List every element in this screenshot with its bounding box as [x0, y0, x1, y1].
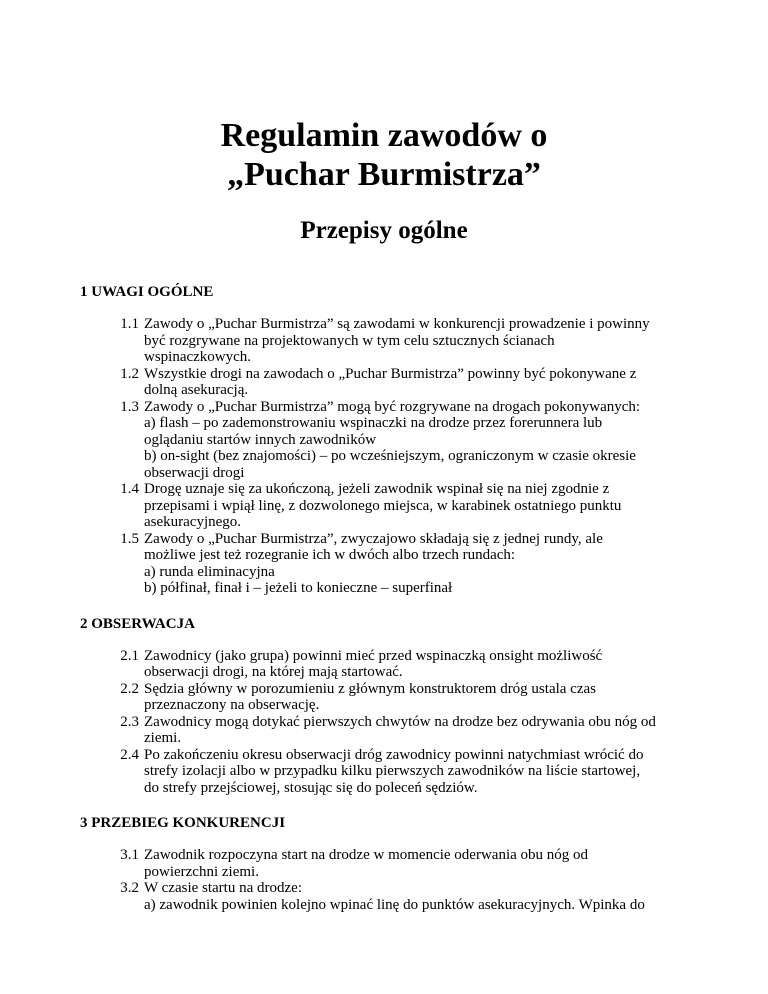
item-text-line: możliwe jest też rozegranie ich w dwóch albo trzech rundach: [144, 547, 516, 563]
item-number: 3.1 [120, 847, 139, 863]
item-text-line: Zawody o „Puchar Burmistrza”, zwyczajowo składają się z jednej rundy, ale [144, 530, 603, 547]
item-number: 2.2 [120, 680, 139, 697]
item-number: 1.1 [120, 316, 139, 332]
list-item [80, 399, 700, 482]
item-number: 1.4 [120, 481, 139, 497]
item-text [144, 316, 689, 366]
item-text-line: a) zawodnik powinien kolejno wpinać linę do punktów asekuracyjnych. Wpinka do [144, 896, 645, 913]
item-text [144, 847, 689, 880]
item-text-line: Drogę uznaje się za ukończoną, jeżeli zawodnik wspinał się na niej zgodnie z [144, 481, 610, 497]
item-text-line: przepisami i wpiął linę, z dozwolonego miejsca, w karabinek ostatniego punktu [144, 497, 622, 514]
item-text-line: Zawodnicy mogą dotykać pierwszych chwytów na drodze bez odrywania obu nóg od [144, 713, 656, 730]
section [80, 616, 700, 797]
item-number: 2.4 [120, 746, 139, 763]
item-text [144, 681, 689, 714]
item-text-line: Sędzia główny w porozumieniu z głównym konstruktorem dróg ustala czas [144, 680, 596, 697]
item-text-line: obserwacji drogi, na której mają startować. [144, 664, 403, 680]
list-item [80, 316, 700, 366]
item-text-line: oglądaniu startów innych zawodników [144, 431, 377, 448]
title-line-1: Regulamin zawodów o [220, 117, 548, 154]
item-text-line: asekuracyjnego. [144, 514, 242, 530]
list-item [80, 714, 700, 747]
list-item [80, 481, 700, 531]
item-text [144, 531, 689, 597]
document-body [80, 284, 700, 932]
item-number: 1.2 [120, 365, 139, 382]
item-number: 3.2 [120, 880, 139, 896]
section-items [80, 648, 700, 797]
item-text-line: a) flash – po zademonstrowaniu wspinaczki na drodze przez forerunnera lub [144, 415, 603, 431]
section-heading: 2 OBSERWACJA [80, 615, 195, 632]
document-subtitle: Przepisy ogólne [300, 217, 468, 244]
item-text-line: powierzchni ziemi. [144, 863, 259, 880]
item-text [144, 481, 689, 531]
item-text-line: W czasie startu na drodze: [144, 880, 302, 896]
list-item [80, 681, 700, 714]
item-text-line: dolną asekuracją. [144, 382, 249, 398]
section-items [80, 847, 700, 913]
item-text-line: strefy izolacji albo w przypadku kilku pierwszych zawodników na liście startowej, [144, 763, 641, 779]
item-text-line: do strefy przejściowej, stosując się do poleceń sędziów. [144, 779, 478, 796]
list-item [80, 747, 700, 797]
item-text-line: ziemi. [144, 730, 182, 746]
item-text-line: a) runda eliminacyjna [144, 563, 275, 580]
list-item [80, 847, 700, 880]
list-item [80, 880, 700, 913]
item-text-line: być rozgrywane na projektowanych w tym celu sztucznych ścianach [144, 332, 555, 349]
list-item [80, 366, 700, 399]
item-text [144, 880, 689, 913]
item-text [144, 714, 689, 747]
item-text-line: Zawody o „Puchar Burmistrza” mogą być rozgrywane na drogach pokonywanych: [144, 398, 641, 415]
item-number: 1.5 [120, 530, 139, 547]
section-heading: 3 PRZEBIEG KONKURENCJI [80, 815, 286, 831]
title-line-2: „Puchar Burmistrza” [227, 156, 541, 193]
list-item [80, 531, 700, 597]
item-text-line: b) on-sight (bez znajomości) – po wcześniejszym, ograniczonym w czasie okresie [144, 448, 636, 464]
item-text-line: przeznaczony na obserwację. [144, 697, 320, 713]
item-text [144, 366, 689, 399]
item-text [144, 399, 689, 482]
item-text-line: Wszystkie drogi na zawodach o „Puchar Burmistrza” powinny być pokonywane z [144, 365, 637, 382]
item-text-line: b) półfinał, finał i – jeżeli to konieczne – superfinał [144, 580, 453, 596]
item-text [144, 747, 689, 797]
section-items [80, 316, 700, 597]
section [80, 284, 700, 597]
item-text-line: Zawodnicy (jako grupa) powinni mieć przed wspinaczką onsight możliwość [144, 647, 603, 664]
item-number: 1.3 [120, 398, 139, 415]
item-text-line: Po zakończeniu okresu obserwacji dróg zawodnicy powinni natychmiast wrócić do [144, 746, 644, 763]
section [80, 815, 700, 913]
document-title [0, 116, 768, 194]
item-text-line: obserwacji drogi [144, 464, 245, 481]
item-text-line: Zawodnik rozpoczyna start na drodze w momencie oderwania obu nóg od [144, 847, 589, 863]
list-item [80, 648, 700, 681]
section-heading: 1 UWAGI OGÓLNE [80, 284, 214, 300]
item-number: 2.1 [120, 647, 139, 664]
item-text-line: wspinaczkowych. [144, 349, 252, 365]
item-text [144, 648, 689, 681]
item-number: 2.3 [120, 713, 139, 730]
item-text-line: Zawody o „Puchar Burmistrza” są zawodami w konkurencji prowadzenie i powinny [144, 316, 650, 332]
